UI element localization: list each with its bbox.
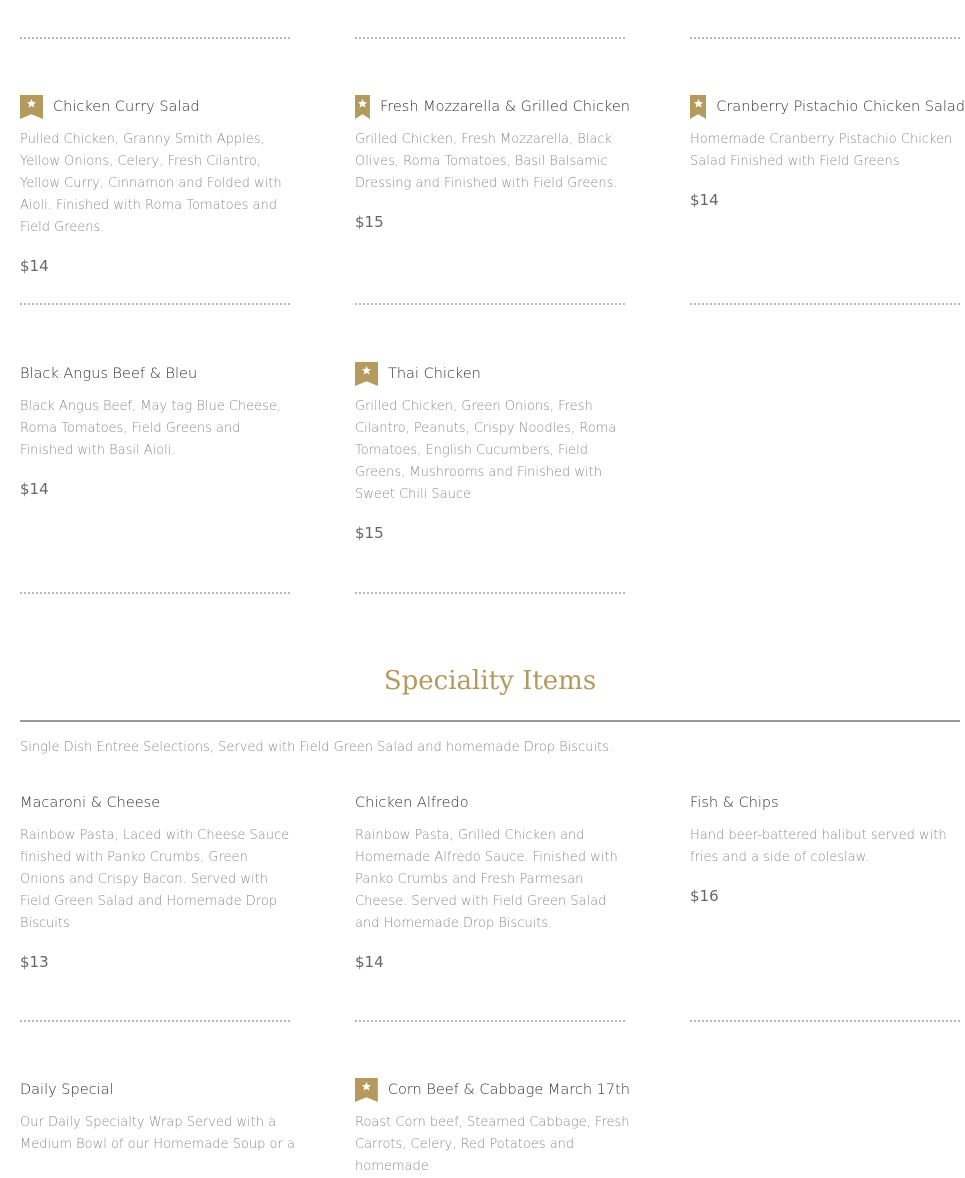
dotted-divider: [355, 303, 625, 305]
item-title: Macaroni & Cheese: [20, 795, 161, 811]
star-badge-icon: [690, 95, 706, 119]
dotted-divider: [690, 1020, 960, 1022]
menu-item: [355, 362, 630, 542]
item-description: Black Angus Beef, May tag Blue Cheese, Roma Tomatoes, Field Greens and Finished with Basil Aioli.: [20, 399, 282, 458]
item-price: $14: [355, 953, 384, 971]
item-description: Grilled Chicken, Fresh Mozzarella, Black Olives, Roma Tomatoes, Basil Balsamic Dressing and Finished with Field Greens.: [355, 132, 618, 191]
dotted-divider: [690, 303, 960, 305]
menu-item: [20, 95, 295, 275]
item-description: Our Daily Specialty Wrap Served with a Medium Bowl of our Homemade Soup or a: [20, 1115, 295, 1152]
item-price: $15: [355, 524, 384, 542]
section-subtitle: Single Dish Entree Selections, Served with Field Green Salad and homemade Drop Biscuits.: [20, 740, 614, 755]
item-price: $15: [355, 213, 384, 231]
star-badge-icon: [355, 362, 378, 386]
dotted-divider: [20, 303, 290, 305]
menu-item: [20, 791, 295, 971]
item-price: $14: [690, 191, 719, 209]
item-title: Fresh Mozzarella & Grilled Chicken: [379, 99, 630, 115]
item-title: Chicken Alfredo: [355, 795, 469, 811]
star-badge-icon: [355, 1078, 378, 1102]
item-title: Cranberry Pistachio Chicken Salad: [716, 99, 965, 115]
item-description: Rainbow Pasta, Grilled Chicken and Homemade Alfredo Sauce. Finished with Panko Crumbs and Fresh Parmesan Cheese. Served with Field Green Salad and Homemade Drop Biscuits.: [355, 828, 618, 931]
menu-item: [20, 362, 295, 498]
section-title: Speciality Items: [383, 666, 597, 696]
dotted-divider: [355, 592, 625, 594]
menu-item: [20, 1078, 295, 1156]
item-price: $14: [20, 480, 49, 498]
menu-item: [355, 95, 630, 231]
menu-item: [355, 791, 630, 971]
item-title: Thai Chicken: [388, 366, 481, 382]
item-description: Pulled Chicken, Granny Smith Apples, Yellow Onions, Celery, Fresh Cilantro, Yellow Curry, Cinnamon and Folded with Aioli. Finished with Roma Tomatoes and Field Greens.: [20, 132, 282, 235]
item-title: Daily Special: [20, 1082, 114, 1098]
item-description: Grilled Chicken, Green Onions, Fresh Cilantro, Peanuts, Crispy Noodles, Roma Tomatoes, English Cucumbers, Field Greens, Mushrooms and Finished with Sweet Chili Sauce: [355, 399, 617, 502]
section-divider: [20, 720, 960, 722]
item-description: Homemade Cranberry Pistachio Chicken Salad Finished with Field Greens: [690, 132, 953, 169]
dotted-divider: [690, 37, 960, 39]
item-title: Corn Beef & Cabbage March 17th: [387, 1082, 630, 1098]
item-title: Black Angus Beef & Bleu: [20, 366, 198, 382]
item-description: Roast Corn beef, Steamed Cabbage, Fresh Carrots, Celery, Red Potatoes and homemade: [355, 1115, 630, 1174]
dotted-divider: [20, 1020, 290, 1022]
item-description: Rainbow Pasta, Laced with Cheese Sauce finished with Panko Crumbs, Green Onions and Crispy Bacon. Served with Field Green Salad and Homemade Drop Biscuits: [20, 828, 290, 931]
item-title: Chicken Curry Salad: [53, 99, 200, 115]
dotted-divider: [355, 37, 625, 39]
dotted-divider: [20, 37, 290, 39]
menu-item: [690, 95, 965, 209]
item-price: $13: [20, 953, 49, 971]
dotted-divider: [20, 592, 290, 594]
item-price: $16: [690, 887, 719, 905]
star-badge-icon: [20, 95, 43, 119]
item-description: Hand beer-battered halibut served with fries and a side of coleslaw.: [690, 828, 947, 865]
menu-item: [355, 1078, 630, 1178]
item-price: $14: [20, 257, 49, 275]
dotted-divider: [355, 1020, 625, 1022]
menu-item: [690, 791, 965, 905]
item-title: Fish & Chips: [690, 795, 779, 811]
star-badge-icon: [355, 95, 370, 119]
